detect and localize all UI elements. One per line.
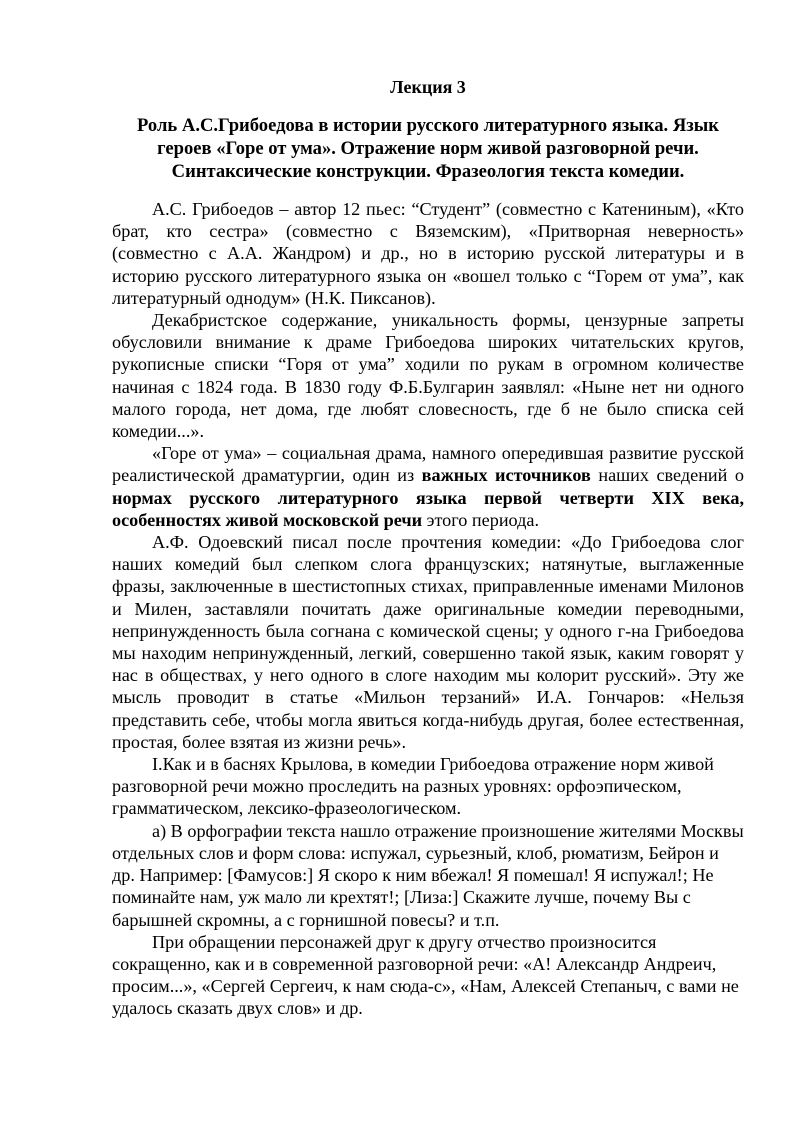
paragraph-2: Декабристское содержание, уникальность формы, цензурные запреты обусловили внимание к драме Грибоедова широких читательских кругов, рукописные списки “Горя от ума” ходили по рукам в огромном количестве начиная с 1824 года. В 1830 году Ф.Б.Булгарин заявлял: «Ныне нет ни одного малого города, нет дома, где любят словесность, где б не было списка сей комедии...». [112,310,744,442]
paragraph-3 [112,442,744,531]
paragraph-6: а) В орфографии текста нашло отражение произношение жителями Москвы отдельных слов и форм слова: испужал, сурьезный, клоб, рюматизм, Бейрон и др. Например: [Фамусов:] Я скоро к ним вбежал! Я помешал! Я испужал!; Не поминайте нам, уж мало ли крехтят!; [Лиза:] Скажите лучше, почему Вы с барышней скромны, а с горнишной повесы? и т.п. [112,820,744,930]
paragraph-4: А.Ф. Одоевский писал после прочтения комедии: «До Грибоедова слог наших комедий был слепком слога французских; натянутые, выглаженные фразы, заключенные в шестистопных стихах, приправленные именами Милонов и Милен, заставляли почитать даже оригинальные комедии переводными, непринужденность была согнана с комической сцены; у одного г-на Грибоедова мы находим непринужденный, легкий, совершенно такой язык, каким говорят у нас в обществах, у него одного в слоге находим мы колорит русский». Эту же мысль проводит в статье «Мильон терзаний» И.А. Гончаров: «Нельзя представить себе, чтобы могла явиться когда-нибудь другая, более естественная, простая, более взятая из жизни речь». [112,532,744,752]
lecture-number: Лекция 3 [390,77,466,97]
paragraph-7: При обращении персонажей друг к другу отчество произносится сокращенно, как и в современной разговорной речи: «А! Александр Андреич, просим...», «Сергей Сергеич, к нам сюда-с», «Нам, Алексей Степаныч, с вами не удалось сказать двух слов» и др. [112,931,739,1019]
paragraph-1: А.С. Грибоедов – автор 12 пьес: “Студент” (совместно с Катениным), «Кто брат, кто сестра» (совместно с Вяземским), «Притворная неверность» (совместно с А.А. Жандром) и др., но в историю русской литературы и в историю русского литературного языка он «вошел только с “Горем от ума”, как литературный однодум» (Н.К. Пиксанов). [112,199,744,308]
paragraph-3-bold-2: нормах русского литературного языка первой четверти XIX века, особенностях живой московской речи [112,487,744,530]
paragraph-3-bold-1: важных источников [421,465,591,486]
paragraph-5: I.Как и в баснях Крылова, в комедии Грибоедова отражение норм живой разговорной речи можно проследить на разных уровнях: орфоэпическом, грамматическом, лексико-фразеологическом. [112,754,714,819]
paragraph-3-text-1: «Горе от ума» – социальная драма, намного опередившая развитие русской реалистической драматургии, один из [112,443,744,486]
lecture-title: Роль А.С.Грибоедова в истории русского литературного языка. Язык героев «Горе от ума». Отражение норм живой разговорной речи. Синтаксические конструкции. Фразеология текста комедии. [137,115,719,182]
paragraph-3-text-3: этого периода. [422,509,540,530]
document-page [112,76,744,1020]
paragraph-3-text-2: наших сведений о [590,465,744,486]
